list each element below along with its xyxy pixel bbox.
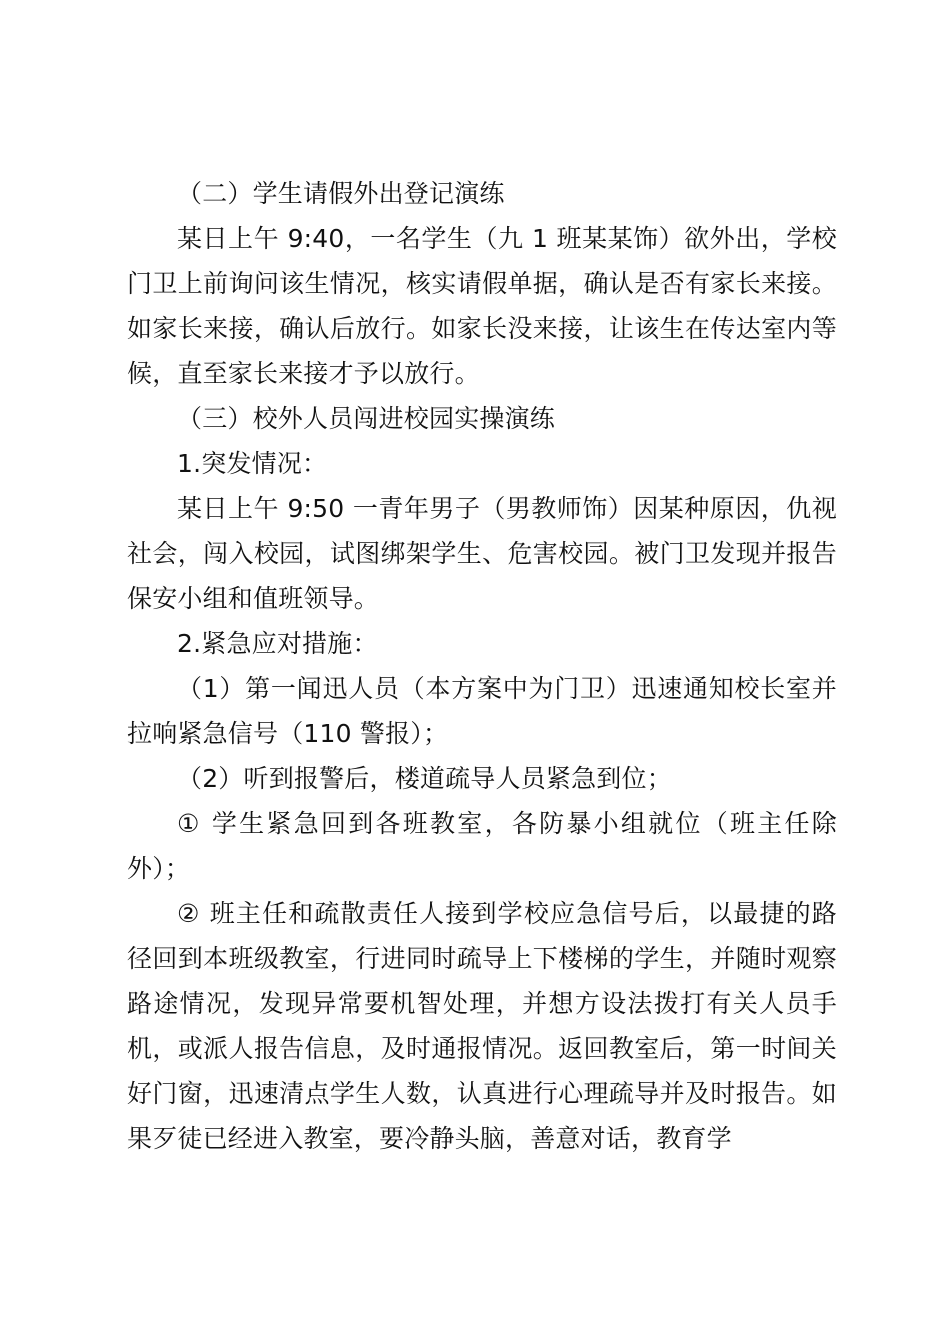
measure-item-1: （1）第一闻迅人员（本方案中为门卫）迅速通知校长室并拉响紧急信号（110 警报）；	[127, 674, 837, 748]
paragraph-leave-registration: 某日上午 9:40，一名学生（九 1 班某某饰）欲外出，学校门卫上前询问该生情况，核实请假单据，确认是否有家长来接。如家长来接，确认后放行。如家长没来接，让该生在传达室内等候，直至家长来接才予以放行。	[127, 224, 837, 388]
sub-measure-item-2: ② 班主任和疏散责任人接到学校应急信号后，以最捷的路径回到本班级教室，行进同时疏导上下楼梯的学生，并随时观察路途情况，发现异常要机智处理，并想方设法拨打有关人员手机，或派人报告信息，及时通报情况。返回教室后，第一时间关好门窗，迅速清点学生人数，认真进行心理疏导并及时报告。如果歹徒已经进入教室，要冷静头脑，善意对话，教育学	[127, 899, 837, 1153]
subheading-emergency-situation: 1.突发情况：	[177, 449, 328, 478]
sub-measure-item-1: ① 学生紧急回到各班教室，各防暴小组就位（班主任除外）；	[127, 809, 837, 883]
subheading-emergency-measures: 2.紧急应对措施：	[177, 629, 378, 658]
section-heading-intruder-drill: （三）校外人员闯进校园实操演练	[177, 404, 556, 433]
paragraph-emergency-situation: 某日上午 9:50 一青年男子（男教师饰）因某种原因，仇视社会，闯入校园，试图绑架学生、危害校园。被门卫发现并报告保安小组和值班领导。	[127, 494, 837, 613]
section-heading-leave-registration: （二）学生请假外出登记演练	[177, 179, 505, 208]
document-page	[127, 171, 837, 1161]
measure-item-2: （2）听到报警后，楼道疏导人员紧急到位；	[177, 764, 672, 793]
